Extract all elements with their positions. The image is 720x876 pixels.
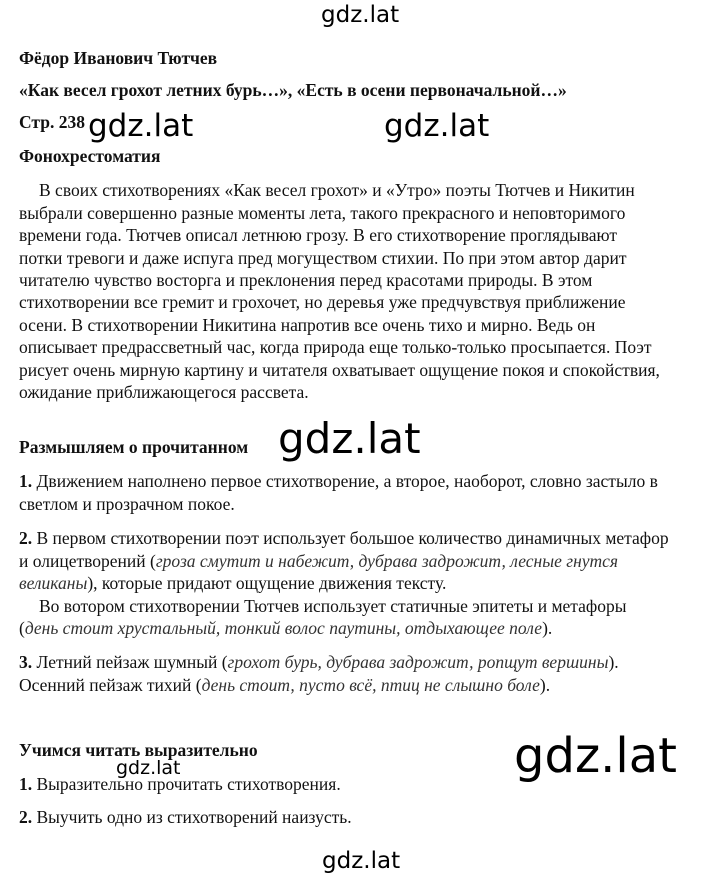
- answer-number: 1.: [19, 471, 33, 491]
- paragraph-line: осени. В стихотворении Никитина напротив все очень тихо и мирно. Ведь он: [19, 315, 596, 335]
- section-heading-reflection: Размышляем о прочитанном: [19, 437, 249, 457]
- answer-line: Во вотором стихотворении Тютчев использует статичные эпитеты и метафоры: [39, 596, 627, 616]
- paragraph-line: ожидание приближающегося рассвета.: [19, 382, 309, 402]
- work-title: «Как весел грохот летних бурь…», «Есть в осени первоначальной…»: [19, 80, 567, 100]
- watermark-top: gdz.lat: [321, 2, 400, 28]
- watermark-right-lower: gdz.lat: [514, 728, 677, 784]
- author-name: Фёдор Иванович Тютчев: [19, 48, 218, 68]
- answer-line: великаны), которые придают ощущение движения тексту.: [19, 573, 447, 593]
- answer-number: 2.: [19, 528, 33, 548]
- quote-italic: день стоит хрустальный, тонкий волос паутины, отдыхающее поле: [24, 618, 543, 638]
- paragraph-line: описывает предрассветный час, когда природа еще только-только просыпается. Поэт: [19, 337, 652, 357]
- watermark-right-upper: gdz.lat: [384, 108, 490, 144]
- section-heading-phonochrestomathy: Фонохрестоматия: [19, 146, 161, 166]
- answer-line: 3. Летний пейзаж шумный (грохот бурь, дубрава задрожит, ропщут вершины).: [19, 652, 619, 672]
- quote-italic: день стоит, пусто всё, птиц не слышно боле: [201, 675, 540, 695]
- task-number: 1.: [19, 774, 33, 794]
- watermark-bottom: gdz.lat: [322, 848, 401, 874]
- paragraph-line: В своих стихотворениях «Как весел грохот» и «Утро» поэты Тютчев и Никитин: [39, 180, 635, 200]
- paragraph-line: стихотворении все гремит и грохочет, но деревья уже предчувствуя приближение: [19, 292, 626, 312]
- answer-line: 2. В первом стихотворении поэт использует большое количество динамичных метафор: [19, 528, 669, 548]
- answer-line: 1. Движением наполнено первое стихотворение, а второе, наоборот, словно застыло в: [19, 471, 658, 491]
- paragraph-line: читателю чувство восторга и преклонения перед красотами природы. В этом: [19, 270, 593, 290]
- watermark-page-ref: gdz.lat: [88, 108, 194, 144]
- answer-number: 3.: [19, 652, 33, 672]
- section-heading-expressive-reading: Учимся читать выразительно: [19, 740, 258, 760]
- quote-italic: великаны: [19, 573, 88, 593]
- paragraph-line: времени года. Тютчев описал летнюю грозу. В его стихотворение проглядывают: [19, 225, 618, 245]
- answer-line: Осенний пейзаж тихий (день стоит, пусто всё, птиц не слышно боле).: [19, 675, 551, 695]
- quote-italic: грохот бурь, дубрава задрожит, ропщут вершины: [227, 652, 609, 672]
- answer-line: светлом и прозрачном покое.: [19, 494, 235, 514]
- paragraph-line: потки тревоги и даже испуга пред могуществом стихии. По при этом автор дарит: [19, 248, 627, 268]
- watermark-small: gdz.lat: [116, 757, 181, 779]
- page-reference: Стр. 238: [19, 112, 85, 132]
- task-1: 1. Выразительно прочитать стихотворения.: [19, 774, 341, 794]
- answer-line: (день стоит хрустальный, тонкий волос паутины, отдыхающее поле).: [19, 618, 553, 638]
- task-2: 2. Выучить одно из стихотворений наизусть.: [19, 807, 352, 827]
- quote-italic: гроза смутит и набежит, дубрава задрожит, лесные гнутся: [155, 551, 619, 571]
- answer-line: и олицетворений (гроза смутит и набежит, дубрава задрожит, лесные гнутся: [19, 551, 619, 571]
- task-number: 2.: [19, 807, 33, 827]
- watermark-center: gdz.lat: [278, 414, 421, 463]
- paragraph-line: рисует очень мирную картину и читателя охватывает ощущение покоя и спокойствия,: [19, 360, 660, 380]
- paragraph-line: выбрали совершенно разные моменты лета, такого прекрасного и неповторимого: [19, 203, 626, 223]
